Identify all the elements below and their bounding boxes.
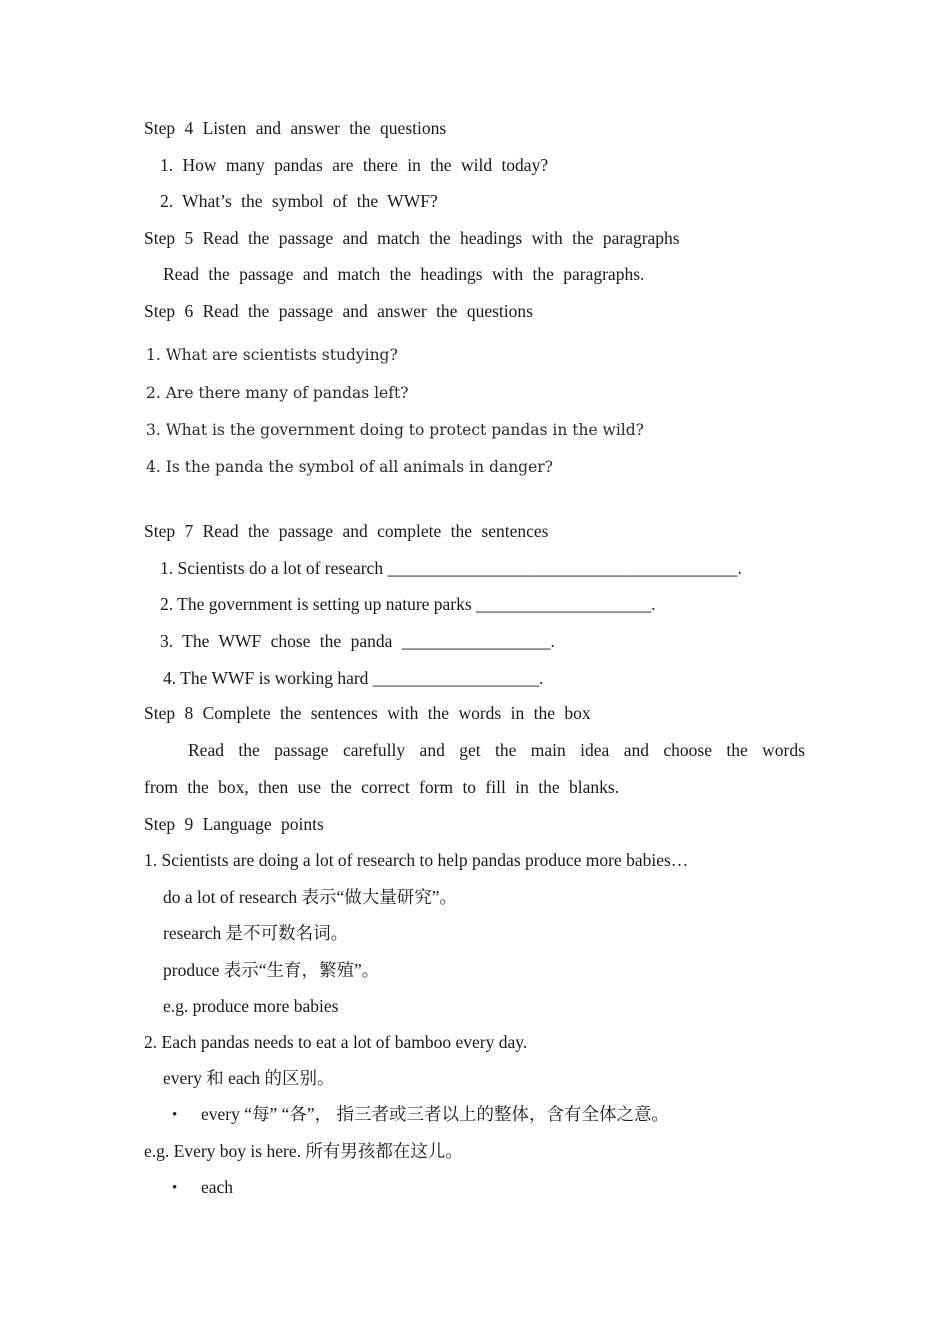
step5-heading: Step 5 Read the passage and match the headings with the paragraphs [144,228,680,248]
instruction-word: get [459,740,481,760]
instruction-word: Read [188,740,224,760]
step9-heading: Step 9 Language points [144,814,324,834]
bullet-icon: • [172,1180,178,1196]
instruction-word: words [762,740,805,760]
bullet-every: every “每” “各”， 指三者或三者以上的整体，含有全体之意。 [201,1104,670,1124]
language-point-1-note-3: produce 表示“生育，繁殖”。 [163,960,380,980]
language-point-1-example: e.g. produce more babies [163,996,339,1016]
step5-instruction: Read the passage and match the headings with the paragraphs. [163,264,645,284]
step4-heading: Step 4 Listen and answer the questions [144,118,447,138]
step7-sentence-4: 4. The WWF is working hard ___________________. [163,668,544,688]
example-every: e.g. Every boy is here. 所有男孩都在这儿。 [144,1141,463,1161]
instruction-word: choose [663,740,712,760]
step6-question-2: 2. Are there many of pandas left? [146,384,409,402]
step6-question-3: 3. What is the government doing to protect pandas in the wild? [146,421,644,439]
step4-question-2: 2. What’s the symbol of the WWF? [160,191,438,211]
instruction-word: the [726,740,748,760]
language-point-1-note-2: research 是不可数名词。 [163,923,349,943]
step8-heading: Step 8 Complete the sentences with the words in the box [144,703,591,723]
step4-question-1: 1. How many pandas are there in the wild today? [160,155,549,175]
instruction-word: main [530,740,566,760]
language-point-2: 2. Each pandas needs to eat a lot of bamboo every day. [144,1032,528,1052]
instruction-word: and [419,740,445,760]
instruction-word: the [495,740,517,760]
bullet-icon: • [172,1107,178,1123]
language-point-1-note-1: do a lot of research 表示“做大量研究”。 [163,887,458,907]
instruction-word: and [623,740,649,760]
language-point-1: 1. Scientists are doing a lot of research to help pandas produce more babies… [144,850,689,870]
bullet-each: each [201,1177,234,1197]
step7-heading: Step 7 Read the passage and complete the sentences [144,521,549,541]
step7-sentence-2: 2. The government is setting up nature parks ____________________. [160,594,656,614]
step7-sentence-1: 1. Scientists do a lot of research ________________________________________. [160,558,742,578]
instruction-word: carefully [342,740,406,760]
step7-sentence-3: 3. The WWF chose the panda _________________. [160,631,555,651]
step6-question-4: 4. Is the panda the symbol of all animals in danger? [146,458,553,476]
step6-question-1: 1. What are scientists studying? [146,346,398,364]
language-point-2-note-1: every 和 each 的区别。 [163,1068,335,1088]
step6-heading: Step 6 Read the passage and answer the questions [144,301,533,321]
instruction-word: idea [580,740,610,760]
step8-instruction-line1 [188,739,805,761]
instruction-word: passage [274,740,329,760]
instruction-word: the [238,740,260,760]
step8-instruction-line2: from the box, then use the correct form to fill in the blanks. [144,777,620,797]
